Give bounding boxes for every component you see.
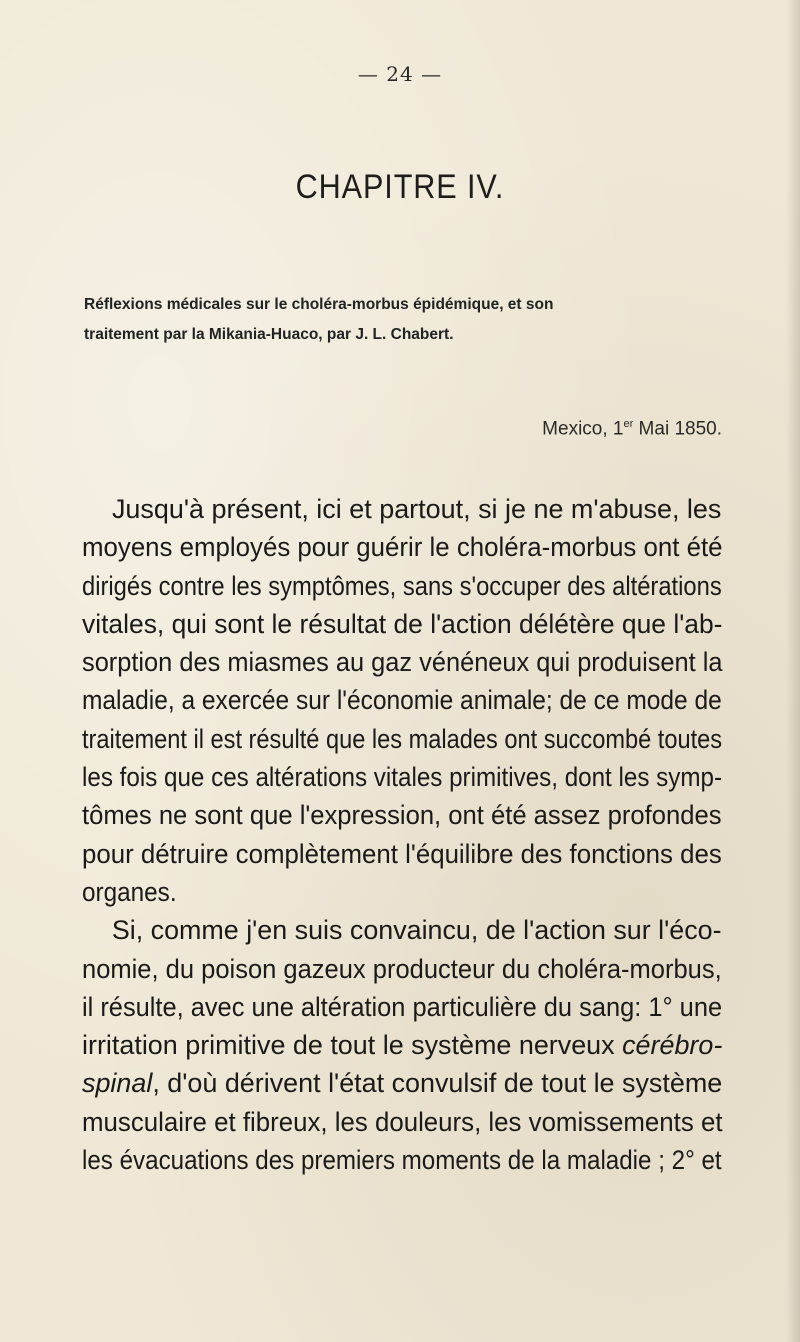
text-line: musculaire et fibreux, les douleurs, les vomissements et — [82, 1106, 723, 1137]
text-line: vitales, qui sont le résultat de l'action délétère que l'ab- — [82, 608, 723, 639]
text-line: les évacuations des premiers moments de la maladie ; 2° et — [82, 1145, 722, 1176]
text-line: nomie, du poison gazeux producteur du choléra-morbus, — [82, 953, 722, 984]
text-line-with-italic — [82, 1064, 723, 1102]
chapter-subtitle — [84, 290, 724, 350]
dateline-date: Mai 1850. — [633, 418, 722, 440]
text-line-with-italic — [82, 1026, 723, 1064]
subtitle-line: Réflexions médicales sur le choléra-morbus épidémique, et son — [84, 296, 554, 313]
text-line: moyens employés pour guérir le choléra-morbus ont été — [82, 532, 723, 563]
text-fragment: irritation primitive de tout le système nerveux — [82, 1030, 623, 1061]
chapter-title: CHAPITRE IV. — [295, 168, 505, 206]
text-line: il résulte, avec une altération particulière du sang: 1° une — [82, 991, 723, 1022]
text-line: Si, comme j'en suis convaincu, de l'action sur l'éco- — [111, 915, 722, 946]
page-edge-shadow — [786, 0, 800, 1342]
text-line: les fois que ces altérations vitales primitives, dont les symp- — [82, 762, 723, 793]
text-line: tômes ne sont que l'expression, ont été assez profondes — [82, 800, 722, 831]
body-text — [82, 490, 722, 1179]
text-fragment: , d'où dérivent l'état convulsif de tout le système — [152, 1068, 723, 1099]
dateline-place: Mexico, 1 — [542, 418, 624, 440]
italic-term: spinal — [82, 1068, 153, 1099]
text-line: maladie, a exercée sur l'économie animale; de ce mode de — [82, 685, 722, 716]
text-line: organes. — [82, 876, 177, 907]
dateline — [542, 418, 722, 440]
text-line: sorption des miasmes au gaz vénéneux qui produisent la — [82, 647, 723, 678]
dateline-superscript: er — [623, 418, 634, 430]
text-line: Jusqu'à présent, ici et partout, si je ne m'abuse, les — [111, 494, 722, 524]
text-line: traitement il est résulté que les malades ont succombé toutes — [82, 723, 723, 754]
subtitle-line: traitement par la Mikania-Huaco, par J. L. Chabert. — [84, 326, 454, 343]
text-line: pour détruire complètement l'équilibre des fonctions des — [82, 838, 722, 869]
text-line: dirigés contre les symptômes, sans s'occuper des altérations — [82, 570, 722, 601]
italic-term: cérébro- — [622, 1030, 723, 1061]
page-number: — 24 — — [357, 62, 443, 86]
